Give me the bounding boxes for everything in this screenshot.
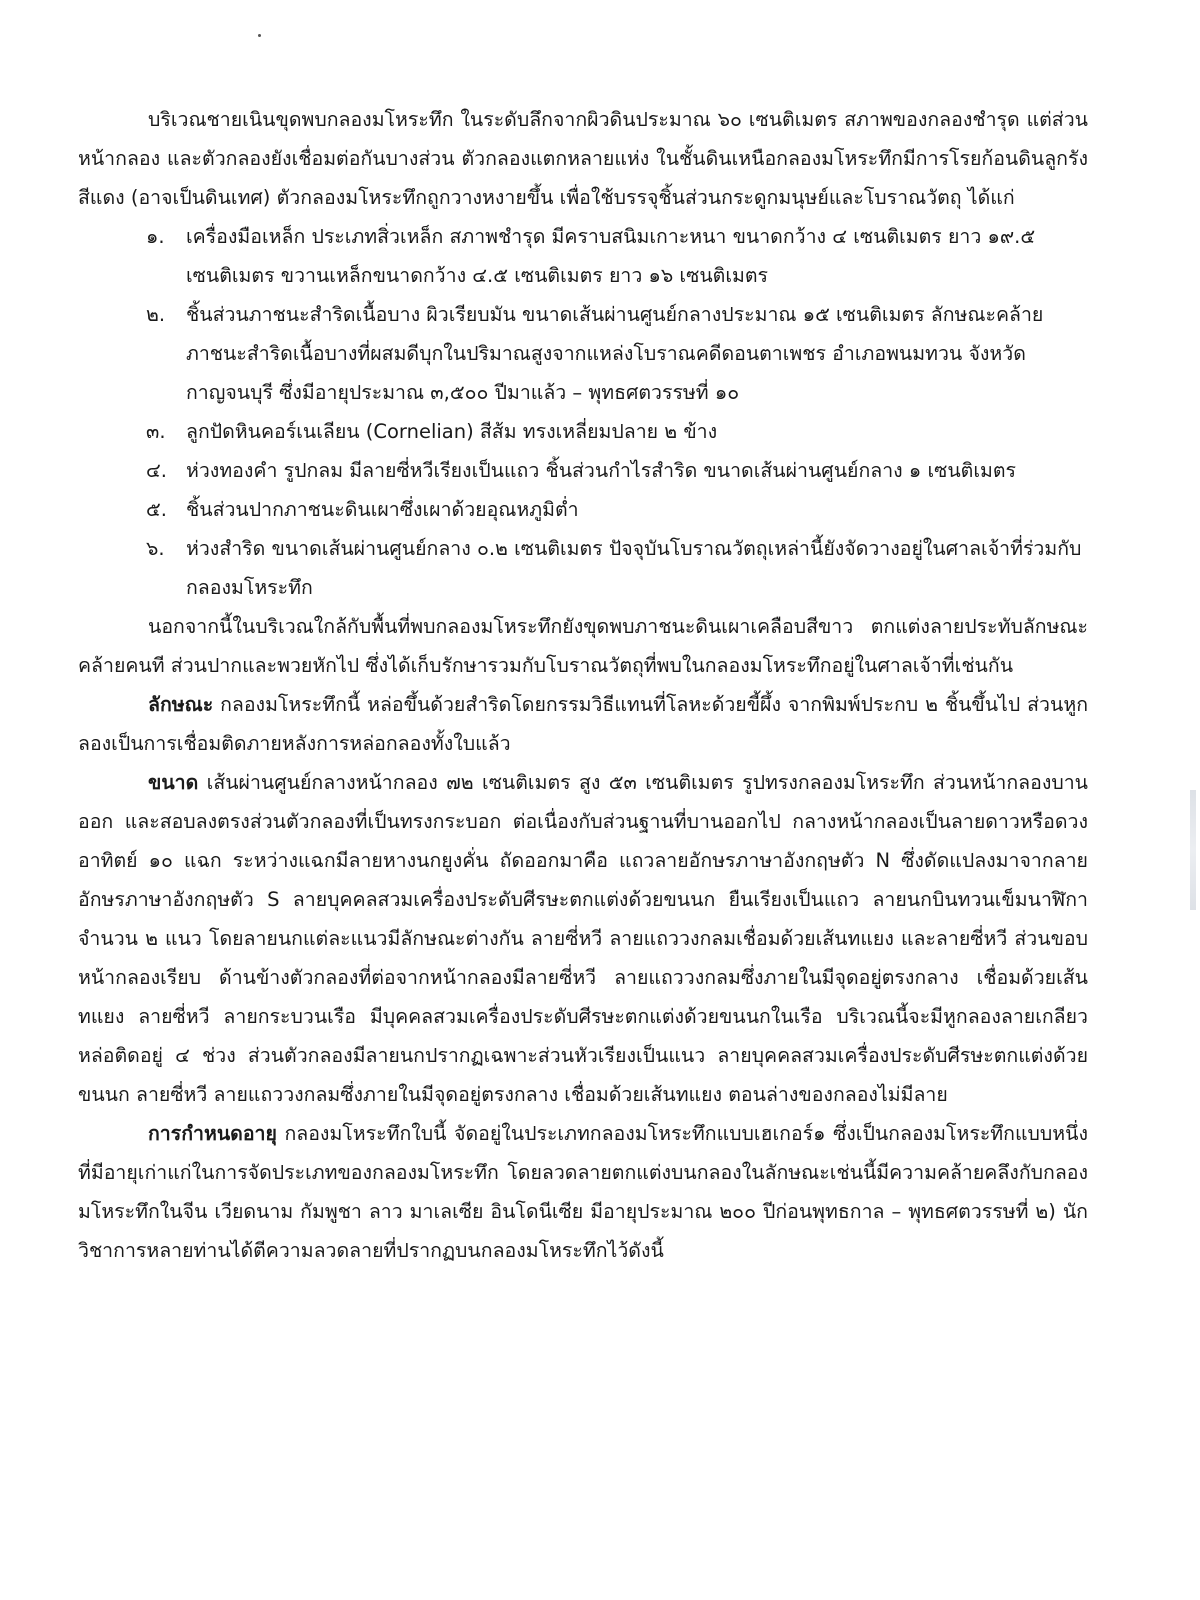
list-item xyxy=(78,529,1088,607)
scan-speck xyxy=(258,34,261,37)
size-paragraph xyxy=(78,763,1088,1114)
list-item-number: ๓. xyxy=(146,420,166,443)
scan-edge-mark xyxy=(1190,790,1196,910)
list-item xyxy=(78,217,1088,295)
list-item xyxy=(78,451,1088,490)
list-item-number: ๕. xyxy=(146,498,167,521)
artifact-list xyxy=(78,217,1088,607)
document-body xyxy=(78,100,1088,1270)
list-item xyxy=(78,412,1088,451)
dating-text: กลองมโหระทึกใบนี้ จัดอยู่ในประเภทกลองมโหระทึกแบบเฮเกอร์๑ ซึ่งเป็นกลองมโหระทึกแบบหนึ่งที่มีอายุเก่าแก่ในการจัดประเภทของกลองมโหระทึก โดยลวดลายตกแต่งบนกลองในลักษณะเช่นนี้มีความคล้ายคลึงกับกลองมโหระทึกในจีน เวียดนาม กัมพูชา ลาว มาเลเซีย อินโดนีเซีย มีอายุประมาณ ๒๐๐ ปีก่อนพุทธกาล – พุทธศตวรรษที่ ๒) นักวิชาการหลายท่านได้ตีความลวดลายที่ปรากฏบนกลองมโหระทึกไว้ดังนี้ xyxy=(78,1122,1088,1262)
list-item-number: ๒. xyxy=(146,303,166,326)
dating-paragraph xyxy=(78,1114,1088,1270)
list-item-number: ๖. xyxy=(146,537,165,560)
list-item-text: ลูกปัดหินคอร์เนเลียน (Cornelian) สีส้ม ทรงเหลี่ยมปลาย ๒ ข้าง xyxy=(186,420,718,443)
list-item-number: ๔. xyxy=(146,459,167,482)
list-item-text: ชิ้นส่วนปากภาชนะดินเผาซึ่งเผาด้วยอุณหภูมิต่ำ xyxy=(186,498,579,521)
list-item-text: ชิ้นส่วนภาชนะสำริดเนื้อบาง ผิวเรียบมัน ขนาดเส้นผ่านศูนย์กลางประมาณ ๑๕ เซนติเมตร ลักษณะคล้ายภาชนะสำริดเนื้อบางที่ผสมดีบุกในปริมาณสูงจากแหล่งโบราณคดีดอนตาเพชร อำเภอพนมทวน จังหวัดกาญจนบุรี ซึ่งมีอายุประมาณ ๓,๕๐๐ ปีมาแล้ว – พุทธศตวรรษที่ ๑๐ xyxy=(186,303,1044,404)
list-item-text: เครื่องมือเหล็ก ประเภทสิ่วเหล็ก สภาพชำรุด มีคราบสนิมเกาะหนา ขนาดกว้าง ๔ เซนติเมตร ยาว ๑๙.๕ เซนติเมตร ขวานเหล็กขนาดกว้าง ๔.๕ เซนติเมตร ยาว ๑๖ เซนติเมตร xyxy=(186,225,1036,287)
list-item-text: ห่วงทองคำ รูปกลม มีลายซี่หวีเรียงเป็นแถว ชิ้นส่วนกำไรสำริด ขนาดเส้นผ่านศูนย์กลาง ๑ เซนติเมตร xyxy=(186,459,1016,482)
dating-heading: การกำหนดอายุ xyxy=(148,1122,277,1145)
list-item-text: ห่วงสำริด ขนาดเส้นผ่านศูนย์กลาง ๐.๒ เซนติเมตร ปัจจุบันโบราณวัตถุเหล่านี้ยังจัดวางอยู่ในศาลเจ้าที่ร่วมกับกลองมโหระทึก xyxy=(186,537,1082,599)
list-item xyxy=(78,295,1088,412)
intro-paragraph: บริเวณชายเนินขุดพบกลองมโหระทึก ในระดับลึกจากผิวดินประมาณ ๖๐ เซนติเมตร สภาพของกลองชำรุด แต่ส่วนหน้ากลอง และตัวกลองยังเชื่อมต่อกันบางส่วน ตัวกลองแตกหลายแห่ง ในชั้นดินเหนือกลองมโหระทึกมีการโรยก้อนดินลูกรังสีแดง (อาจเป็นดินเทศ) ตัวกลองมโหระทึกถูกวางหงายขึ้น เพื่อใช้บรรจุชิ้นส่วนกระดูกมนุษย์และโบราณวัตถุ ได้แก่ xyxy=(78,108,1088,209)
list-item-number: ๑. xyxy=(146,225,165,248)
features-paragraph xyxy=(78,685,1088,763)
additional-finds-paragraph: นอกจากนี้ในบริเวณใกล้กับพื้นที่พบกลองมโหระทึกยังขุดพบภาชนะดินเผาเคลือบสีขาว ตกแต่งลายประทับลักษณะคล้ายคนที ส่วนปากและพวยหักไป ซึ่งได้เก็บรักษารวมกับโบราณวัตถุที่พบในกลองมโหระทึกอยู่ในศาลเจ้าที่เช่นกัน xyxy=(78,615,1088,677)
size-text: เส้นผ่านศูนย์กลางหน้ากลอง ๗๒ เซนติเมตร สูง ๕๓ เซนติเมตร รูปทรงกลองมโหระทึก ส่วนหน้ากลองบานออก และสอบลงตรงส่วนตัวกลองที่เป็นทรงกระบอก ต่อเนื่องกับส่วนฐานที่บานออกไป กลางหน้ากลองเป็นลายดาวหรือดวงอาทิตย์ ๑๐ แฉก ระหว่างแฉกมีลายหางนกยูงคั่น ถัดออกมาคือ แถวลายอักษรภาษาอังกฤษตัว N ซึ่งดัดแปลงมาจากลายอักษรภาษาอังกฤษตัว S ลายบุคคลสวมเครื่องประดับศีรษะตกแต่งด้วยขนนก ยืนเรียงเป็นแถว ลายนกบินทวนเข็มนาฬิกา จำนวน ๒ แนว โดยลายนกแต่ละแนวมีลักษณะต่างกัน ลายซี่หวี ลายแถววงกลมเชื่อมด้วยเส้นทแยง และลายซี่หวี ส่วนขอบหน้ากลองเรียบ ด้านข้างตัวกลองที่ต่อจากหน้ากลองมีลายซี่หวี ลายแถววงกลมซึ่งภายในมีจุดอยู่ตรงกลาง เชื่อมด้วยเส้นทแยง ลายซี่หวี ลายกระบวนเรือ มีบุคคลสวมเครื่องประดับศีรษะตกแต่งด้วยขนนกในเรือ บริเวณนี้จะมีหูกลองลายเกลียวหล่อติดอยู่ ๔ ช่วง ส่วนตัวกลองมีลายนกปรากฏเฉพาะส่วนหัวเรียงเป็นแนว ลายบุคคลสวมเครื่องประดับศีรษะตกแต่งด้วยขนนก ลายซี่หวี ลายแถววงกลมซึ่งภายในมีจุดอยู่ตรงกลาง เชื่อมด้วยเส้นทแยง ตอนล่างของกลองไม่มีลาย xyxy=(78,771,1088,1106)
list-item xyxy=(78,490,1088,529)
features-text: กลองมโหระทึกนี้ หล่อขึ้นด้วยสำริดโดยกรรมวิธีแทนที่โลหะด้วยขี้ผึ้ง จากพิมพ์ประกบ ๒ ชิ้นขึ้นไป ส่วนหูกลองเป็นการเชื่อมติดภายหลังการหล่อกลองทั้งใบแล้ว xyxy=(78,693,1088,755)
features-heading: ลักษณะ xyxy=(148,693,214,716)
size-heading: ขนาด xyxy=(148,771,199,794)
